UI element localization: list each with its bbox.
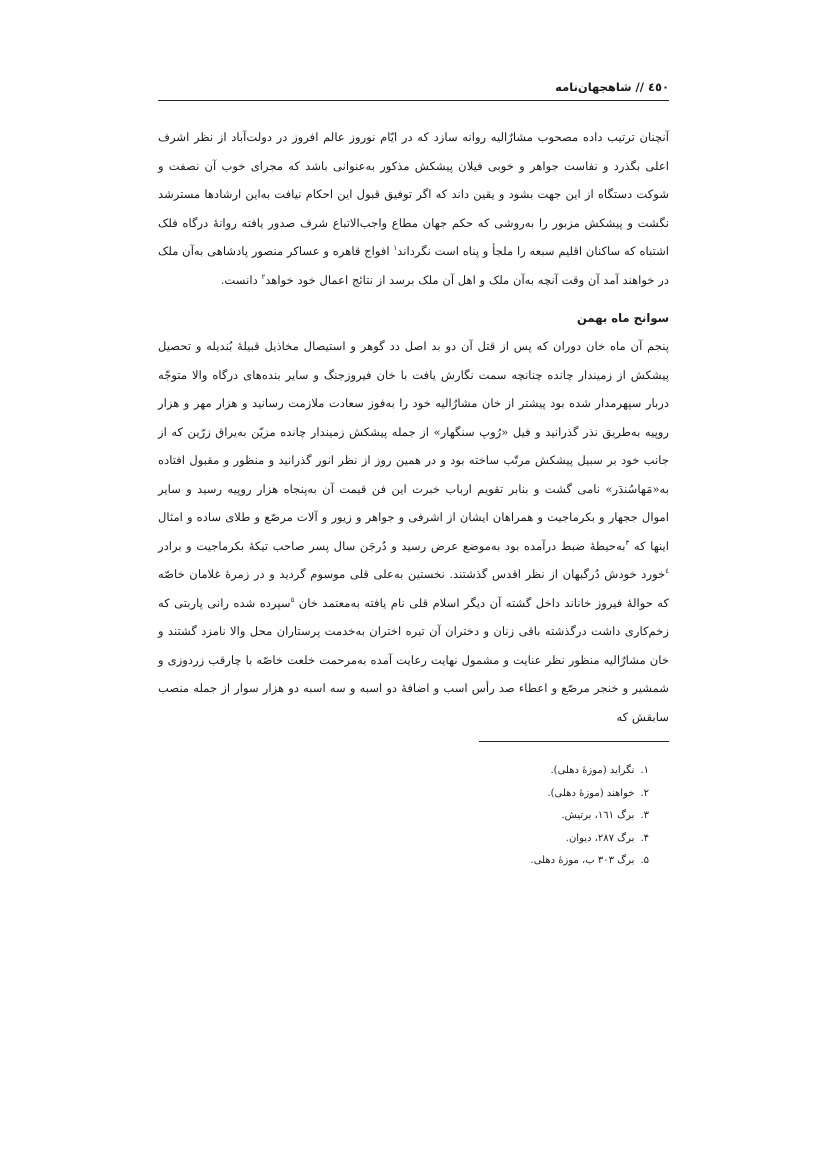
footnote-number: ١. [640, 765, 649, 776]
book-page [158, 76, 669, 873]
footnote-marker: ٢ [261, 272, 266, 281]
footnote-text: برگ ١٦١، برتیش. [561, 810, 635, 821]
text-run: به‌حیطهٔ ضبط درآمده بود به‌موضع عرض رسید و دُرجَن سال پسر صاحب تیکهٔ بکرماجیت و برادر [158, 538, 626, 553]
footnote-item [158, 850, 649, 873]
header-rule [158, 100, 669, 101]
footnote-number: ٢. [640, 787, 649, 799]
footnote-marker: ٤ [665, 567, 669, 576]
body-text [158, 123, 669, 731]
section-paragraph [158, 332, 669, 731]
footnote-rule [479, 741, 669, 742]
text-run: آنچنان ترتیب داده مصحوب مشارٌالیه روانه سازد که در ایّام نوروز عالم افروز در دولت‌آباد از نظر اشرف اعلی بگذرد و نفاست جواهر و خوبی فیلان پیشکش مذکور به‌عنوانی باشد که مجرای خوب آن نصفت و شوکت دستگاه از این جهت بشود و یقین داند که اگر توفیق قبول این احکام نیافت به‌این ارشادها مسترشد نگشت و پیشکش مزبور را به‌روشی که حکم جهان مطاع واجب‌الاتباع شرف صدور یافته روانهٔ درگاه فلک اشتباه که ساکنان اقلیم سبعه را ملجأ و پناه است نگرداند [158, 130, 670, 258]
running-head: ٤٥٠ // شاهجهان‌نامه [555, 80, 669, 94]
footnote-item [158, 760, 649, 783]
section-heading: سوانح ماه بهمن [576, 311, 669, 325]
footnote-text: نگراید (موزهٔ دهلی). [550, 765, 635, 776]
footnote-number: ۴. [640, 832, 649, 844]
footnote-item [158, 783, 649, 806]
footnote-text: برگ ٢٨٧، دیوان. [565, 832, 635, 844]
footnote-text: خواهند (موزهٔ دهلی). [547, 787, 635, 799]
footnotes [158, 760, 669, 873]
footnote-marker: ١ [393, 244, 398, 253]
text-run: پنجم آن ماه خان دوران که پس از قتل آن دو بد اصل دد گوهر و استیصال مخاذیل قبیلهٔ بُندیله و تحصیل پیشکش از زمیندار چانده چنانچه سمت نگارش یافت با خان فیروزجنگ و سایر بنده‌های درگاه والا متوجّه دربار سپهرمدار شده بود پیشتر از خان مشارٌالیه خود را به‌فوز سعادت ملازمت رسانید و هزار مهر و هزار روپیه به‌طریق نذر گذرانید و فیل «رُوپ سنگهار» از جمله پیشکش زمیندار چانده مزیّن به‌یراق زرّین که از جانب خود بر سبیل پیشکش مرتّب ساخته بود و در همین روز از نظر انور گذرانید و منظور و مقبول افتاده به«مَهاسُندَر» نامی گشت و بنابر تقویم ارباب خبرت این فن قیمت آن به‌پنجاه هزار روپیه رسید و سایر اموال ججهار و بکرماجیت و همراهان ایشان از اشرفی و جواهر و زیور و آلات مرصّع و طلای ساده و امثال اینها که [158, 339, 669, 553]
footnote-marker: ٥ [290, 595, 295, 604]
footnote-number: ۵. [640, 855, 649, 866]
footnote-item [158, 828, 649, 851]
text-run: دانست. [220, 272, 262, 287]
footnote-text: برگ ٣٠٣ ب، موزهٔ دهلی. [530, 855, 635, 866]
footnote-marker: ٣ [625, 538, 630, 547]
footnote-number: ٣. [640, 810, 649, 821]
text-run: سپرده شده رانی پاربتی که زخم‌کاری داشت درگذشته باقی زنان و دختران آن تیره اختران به‌خدمت پرستاران محل والا نامزد گشتند و خان مشارٌالیه منظور نظر عنایت و مشمول نهایت رعایت آمده به‌مرحمت خلعت خاصّه با چارقب زردوزی و شمشیر و خنجر مرصّع و اعطاء صد رأس اسب و اضافهٔ دو اسبه و سه اسبه دو هزار سوار از جمله منصب سابقش که [158, 595, 669, 724]
text-run: افواج قاهره و عساکر منصور پادشاهی به‌آن ملک در خواهند آمد آن وقت آنچه به‌آن ملک و اهل آن ملک برسد از نتائج اعمال خود خواهد [158, 244, 669, 287]
footnote-item [158, 805, 649, 828]
intro-paragraph [158, 123, 669, 294]
text-run: خورد خودش دُرگبهان از نظر اقدس گذشتند. نخستین به‌علی قلی موسوم گردید و در زمرهٔ غلامان خاصّه که حوالهٔ فیروز خاناند داخل گشته آن دیگر اسلام قلی نام یافته به‌معتمد خان [158, 567, 670, 610]
